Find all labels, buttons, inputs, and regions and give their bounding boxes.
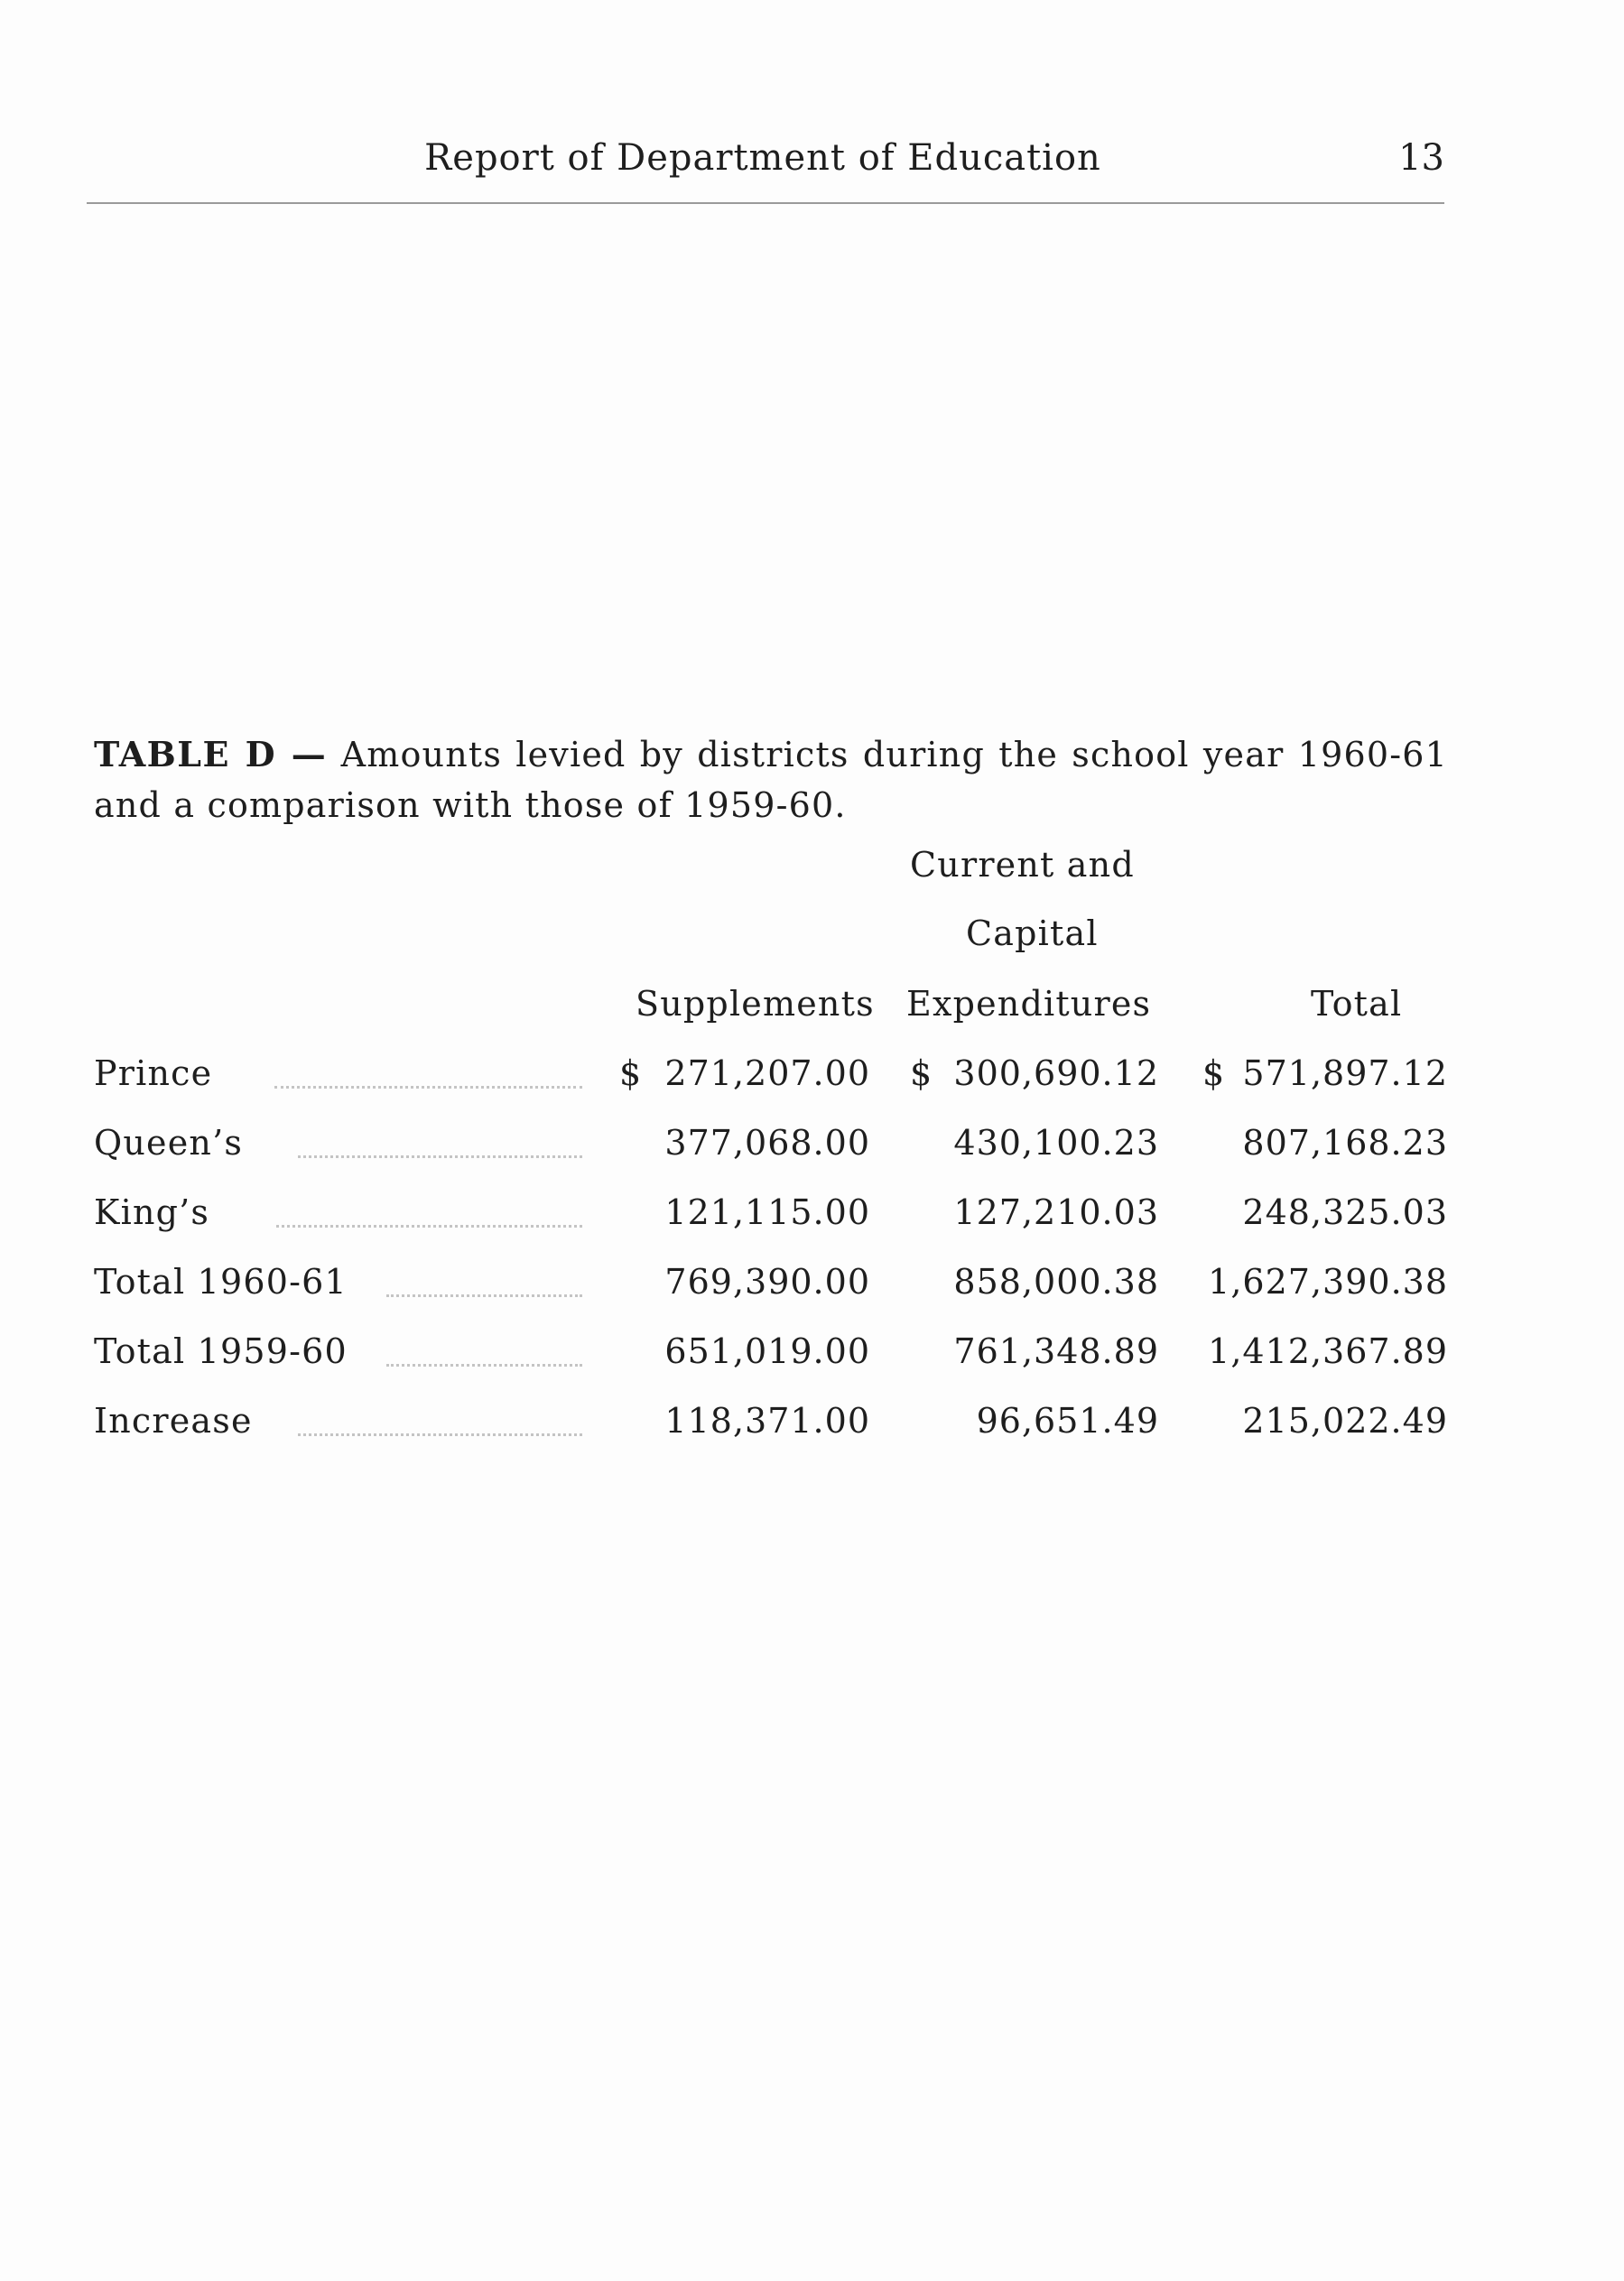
cell-total: 571,897.12 — [1242, 1053, 1448, 1093]
dot-leader — [386, 1364, 582, 1367]
column-header-expenditures-line2: Capital — [966, 913, 1099, 953]
cell-expenditures: 761,348.89 — [953, 1331, 1159, 1371]
dot-leader — [298, 1433, 582, 1436]
cell-total: 1,627,390.38 — [1208, 1262, 1448, 1302]
cell-supplements: 118,371.00 — [664, 1401, 870, 1441]
column-header-expenditures-line1: Current and — [910, 845, 1135, 885]
row-label: Increase — [94, 1401, 253, 1441]
cell-expenditures: 127,210.03 — [953, 1192, 1159, 1232]
cell-total: 215,022.49 — [1242, 1401, 1448, 1441]
row-label: Total 1959-60 — [94, 1331, 348, 1371]
column-header-expenditures-line3: Expenditures — [906, 984, 1152, 1024]
dot-leader — [298, 1155, 582, 1158]
dot-leader — [386, 1294, 582, 1297]
table-caption-label: TABLE D — — [94, 734, 328, 774]
header-rule — [87, 202, 1444, 204]
column-header-total: Total — [1311, 984, 1403, 1024]
cell-total: 807,168.23 — [1242, 1123, 1448, 1163]
row-label: Total 1960-61 — [94, 1262, 348, 1302]
cell-total: 248,325.03 — [1242, 1192, 1448, 1232]
cell-expenditures: 300,690.12 — [953, 1053, 1159, 1093]
cell-supplements: 377,068.00 — [664, 1123, 870, 1163]
table-caption — [94, 729, 1448, 830]
page-number: 13 — [1398, 137, 1444, 179]
cell-expenditures: 96,651.49 — [976, 1401, 1159, 1441]
dollar-sign: $ — [1202, 1053, 1225, 1093]
cell-supplements: 121,115.00 — [664, 1192, 870, 1232]
cell-supplements: 271,207.00 — [664, 1053, 870, 1093]
cell-supplements: 651,019.00 — [664, 1331, 870, 1371]
column-header-supplements: Supplements — [636, 984, 875, 1024]
dollar-sign: $ — [619, 1053, 642, 1093]
cell-total: 1,412,367.89 — [1208, 1331, 1448, 1371]
cell-expenditures: 430,100.23 — [953, 1123, 1159, 1163]
table-caption-text: Amounts levied by districts during the school year 1960-61 and a comparison with those of 1959-60. — [94, 735, 1448, 825]
row-label: Queen’s — [94, 1123, 244, 1163]
row-label: King’s — [94, 1192, 210, 1232]
running-header-title: Report of Department of Education — [424, 137, 1101, 179]
cell-supplements: 769,390.00 — [664, 1262, 870, 1302]
row-label: Prince — [94, 1053, 213, 1093]
cell-expenditures: 858,000.38 — [953, 1262, 1159, 1302]
dot-leader — [276, 1225, 582, 1228]
dollar-sign: $ — [910, 1053, 933, 1093]
dot-leader — [274, 1086, 582, 1089]
